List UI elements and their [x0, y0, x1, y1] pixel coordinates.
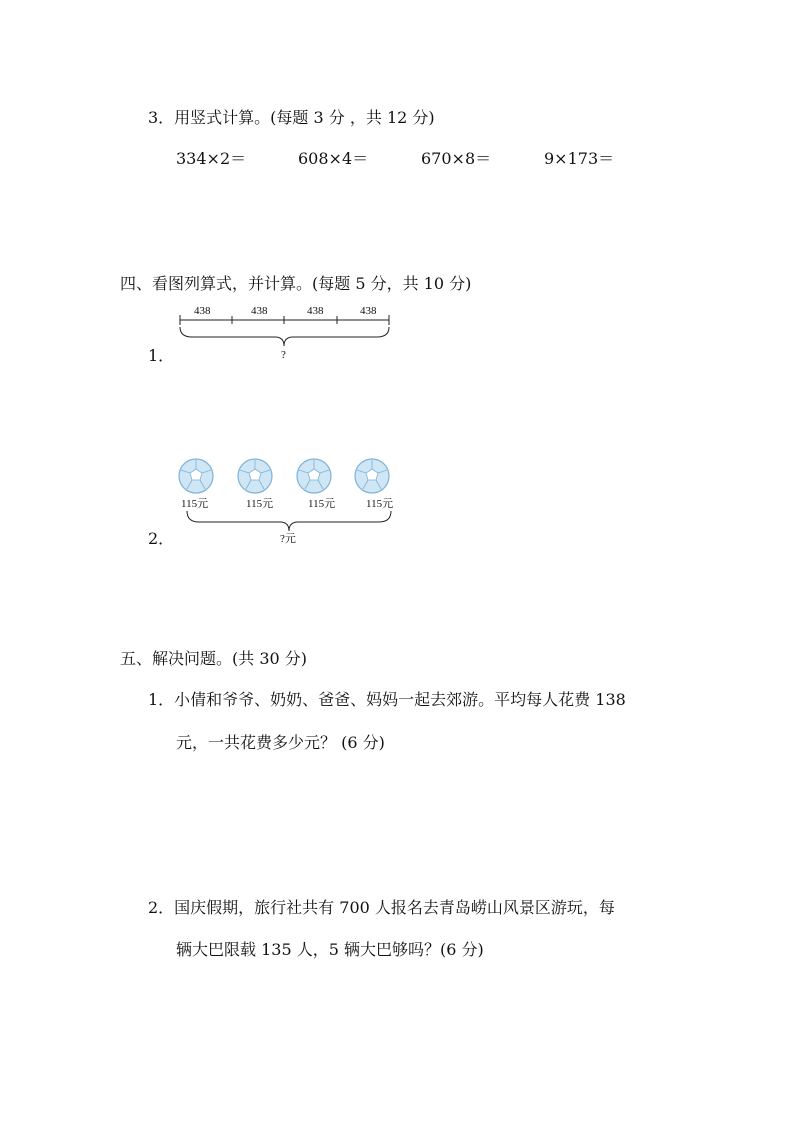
segment-label-4: 438	[360, 305, 377, 317]
problem-5-1-line-2: 元，一共花费多少元？ (6 分)	[176, 733, 385, 752]
problem-3: 670×8＝	[421, 149, 492, 168]
price-label-2: 115元	[246, 498, 274, 510]
total-question-mark: ?	[281, 349, 286, 361]
section-4-title: 四、看图列算式，并计算。(每题 5 分，共 10 分)	[120, 274, 472, 293]
price-label-3: 115元	[308, 498, 336, 510]
total-price-question: ?元	[280, 533, 296, 545]
q1-number: 1．	[148, 346, 175, 365]
problem-5-1-line-1: 1．小倩和爷爷、奶奶、爸爸、妈妈一起去郊游。平均每人花费 138	[148, 690, 626, 709]
section-3-title: 3．用竖式计算。(每题 3 分 ，共 12 分)	[148, 108, 435, 127]
segment-label-2: 438	[251, 305, 268, 317]
problem-1: 334×2＝	[176, 149, 247, 168]
segment-label-3: 438	[307, 305, 324, 317]
problem-2: 608×4＝	[298, 149, 369, 168]
problem-4: 9×173＝	[544, 149, 615, 168]
segment-label-1: 438	[194, 305, 211, 317]
problem-5-2-line-1: 2．国庆假期，旅行社共有 700 人报名去青岛崂山风景区游玩，每	[148, 898, 615, 917]
problem-5-2-line-2: 辆大巴限载 135 人，5 辆大巴够吗？(6 分)	[176, 940, 484, 959]
q2-number: 2．	[148, 529, 175, 548]
price-label-1: 115元	[181, 498, 209, 510]
section-5-title: 五、解决问题。(共 30 分)	[120, 649, 308, 668]
price-label-4: 115元	[366, 498, 394, 510]
